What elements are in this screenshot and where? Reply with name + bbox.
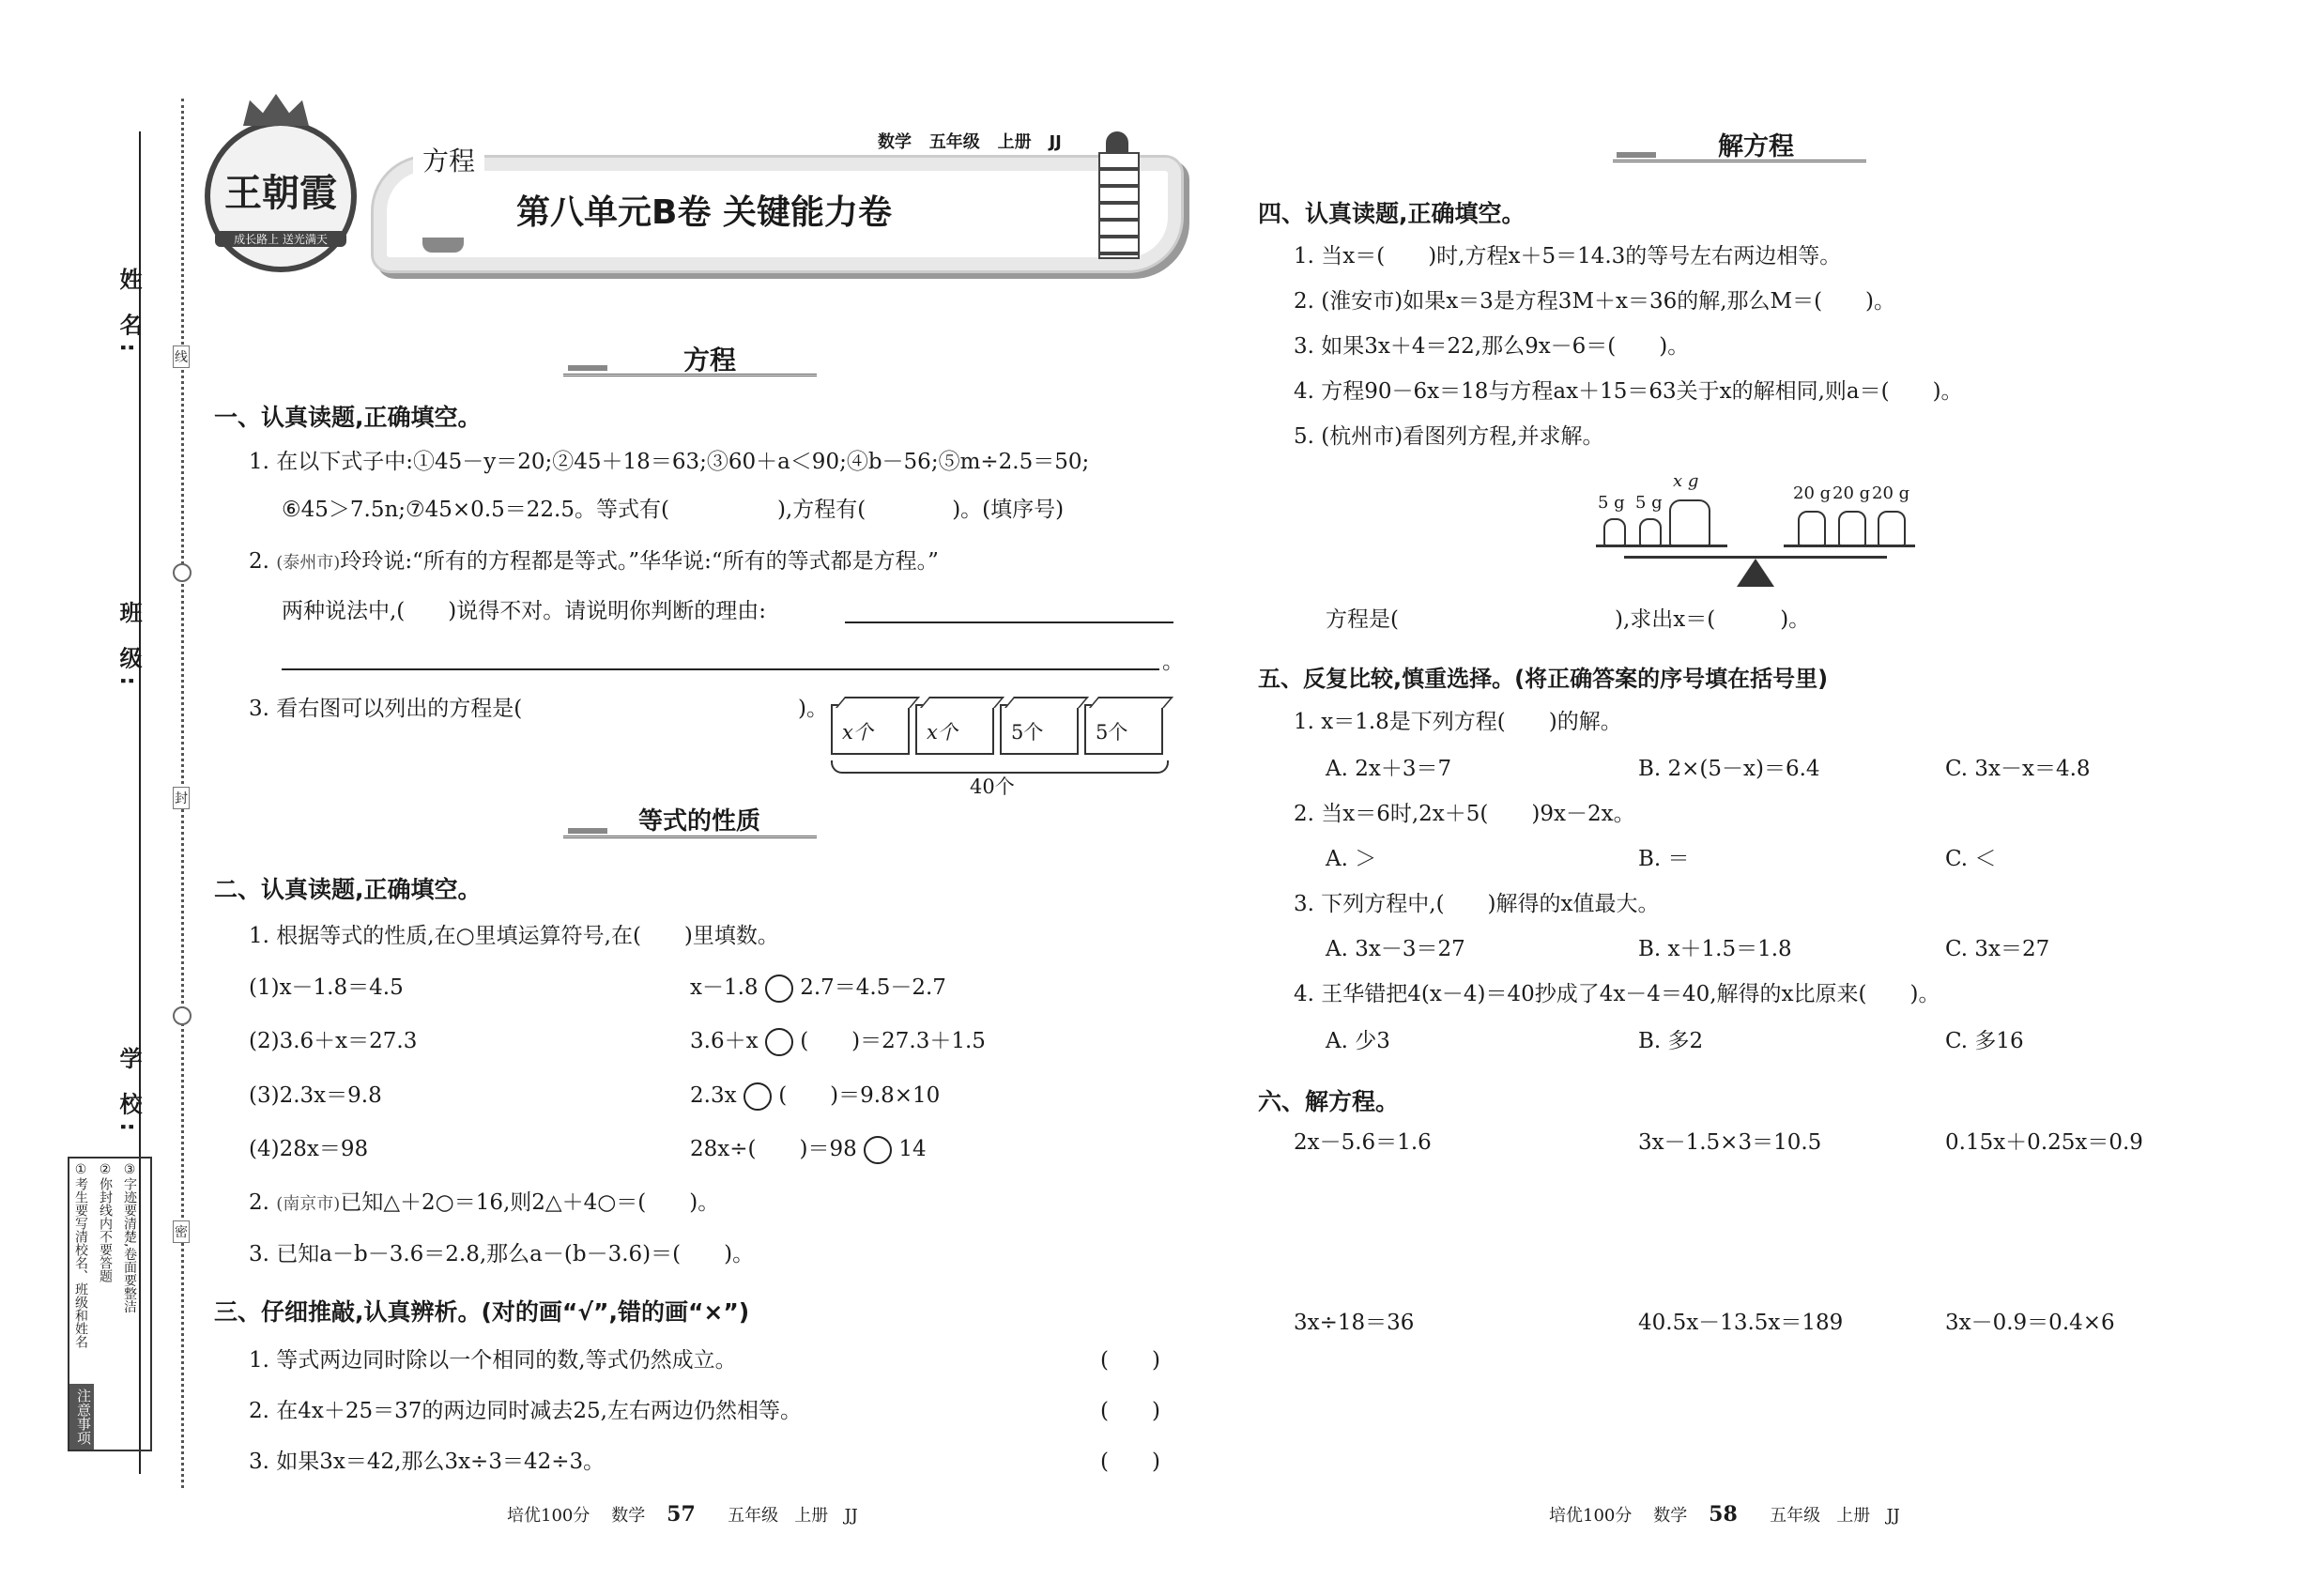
equation: 3x－0.9＝0.4×6 — [1945, 1311, 2115, 1335]
class-field[interactable] — [139, 469, 141, 591]
banner-solve: 解方程 — [1718, 132, 1794, 161]
question-3-3: 3. 如果3x＝42,那么3x÷3＝42÷3。 — [249, 1450, 606, 1474]
sailboat-icon — [1617, 120, 1656, 158]
weight-cylinder — [1639, 518, 1662, 546]
option-b[interactable]: B. 多2 — [1638, 1029, 1704, 1053]
option-a[interactable]: A. ＞ — [1326, 847, 1377, 871]
scale-fulcrum — [1737, 559, 1774, 587]
question-2-3: 3. 已知a－b－3.6＝2.8,那么a－(b－3.6)＝( )。 — [249, 1242, 755, 1266]
logo-text: 王朝霞 — [224, 171, 337, 215]
school-field[interactable] — [139, 817, 141, 1033]
weight-label: 20 g — [1872, 483, 1910, 503]
box-item — [1000, 704, 1079, 755]
box-item — [831, 704, 910, 755]
weight-label: 5 g — [1598, 493, 1625, 513]
school-label: 学 校: — [115, 1047, 142, 1139]
page-number: 58 — [1709, 1502, 1738, 1527]
option-a[interactable]: A. 2x＋3＝7 — [1326, 757, 1452, 781]
weight-cylinder — [1603, 518, 1626, 546]
question-5-2: 2. 当x＝6时,2x＋5( )9x－2x。 — [1294, 802, 1635, 826]
option-b[interactable]: B. x＋1.5＝1.8 — [1638, 937, 1792, 961]
box-label: x个 — [842, 721, 873, 744]
weight-label: 20 g — [1832, 483, 1871, 503]
equation: 40.5x－13.5x＝189 — [1638, 1311, 1844, 1335]
boxes-diagram — [831, 697, 1169, 800]
equation: 2x－5.6＝1.6 — [1294, 1130, 1432, 1155]
section-6-heading: 六、解方程。 — [1258, 1088, 1400, 1115]
section-1-heading: 一、认真读题,正确填空。 — [214, 404, 482, 431]
operator-circle[interactable] — [765, 974, 793, 1003]
operator-circle[interactable] — [864, 1136, 892, 1164]
question-5-4: 4. 王华错把4(x－4)＝40抄成了4x－4＝40,解得的x比原来( )。 — [1294, 982, 1940, 1006]
question-5-3: 3. 下列方程中,( )解得的x值最大。 — [1294, 892, 1660, 916]
weight-cylinder — [1669, 499, 1710, 546]
scale-beam — [1624, 556, 1887, 559]
scale-pan-left — [1596, 545, 1727, 547]
box-label: 5个 — [1096, 721, 1128, 744]
sailboat-icon — [568, 333, 607, 371]
meta-edition: JJ — [1049, 132, 1062, 152]
judge-paren[interactable]: ( ) — [1100, 1450, 1160, 1474]
question-5-1: 1. x＝1.8是下列方程( )的解。 — [1294, 710, 1622, 734]
equation: 0.15x＋0.25x＝0.9 — [1945, 1130, 2143, 1155]
section-2-heading: 二、认真读题,正确填空。 — [214, 876, 482, 903]
question-4-3: 3. 如果3x＋4＝22,那么9x－6＝( )。 — [1294, 334, 1690, 359]
meta-grade: 五年级 — [928, 132, 980, 152]
notes-box — [68, 1157, 152, 1451]
q2-row-left: (2)3.6＋x＝27.3 — [249, 1029, 418, 1053]
question-1-3-end: )。 — [798, 697, 828, 721]
section-4-heading: 四、认真读题,正确填空。 — [1258, 200, 1526, 227]
judge-paren[interactable]: ( ) — [1100, 1399, 1160, 1423]
q2-row-left: (4)28x＝98 — [249, 1137, 369, 1161]
banner-equation: 方程 — [683, 345, 737, 376]
question-2-1: 1. 根据等式的性质,在○里填运算符号,在( )里填数。 — [249, 924, 779, 948]
box-item — [1084, 704, 1163, 755]
sailboat-icon — [568, 796, 607, 834]
name-field[interactable] — [139, 131, 141, 263]
judge-paren[interactable]: ( ) — [1100, 1348, 1160, 1373]
question-4-5-answer: 方程是( ),求出x＝( )。 — [1326, 607, 1811, 632]
question-4-2: 2. (淮安市)如果x＝3是方程3M＋x＝36的解,那么M＝( )。 — [1294, 289, 1896, 314]
page-title: 第八单元B卷 关键能力卷 — [516, 193, 892, 232]
page-number: 57 — [667, 1502, 696, 1527]
boxes-total: 40个 — [970, 775, 1015, 798]
unit-tag: 方程 — [413, 141, 484, 178]
box-item — [915, 704, 994, 755]
question-4-1: 1. 当x＝( )时,方程x＋5＝14.3的等号左右两边相等。 — [1294, 244, 1842, 269]
option-a[interactable]: A. 3x－3＝27 — [1326, 937, 1465, 961]
name-label: 姓 名: — [115, 268, 142, 360]
weight-label: 20 g — [1793, 483, 1832, 503]
section-3-heading: 三、仔细推敲,认真辨析。(对的画“√”,错的画“×”) — [214, 1298, 750, 1326]
right-footer: 培优100分 数学 58 五年级 上册 JJ — [1549, 1502, 1900, 1527]
weight-label: 5 g — [1635, 493, 1663, 513]
option-c[interactable]: C. ＜ — [1945, 847, 1997, 871]
question-1-2-text: 玲玲说:“所有的方程都是等式。”华华说:“所有的等式都是方程。” — [340, 549, 939, 574]
banner-properties: 等式的性质 — [638, 807, 761, 836]
q2-row-right: 3.6＋x ( )＝27.3＋1.5 — [690, 1027, 986, 1056]
boat-icon — [422, 238, 464, 253]
header-meta — [878, 129, 1062, 153]
notes-title: 注意事项 — [69, 1384, 94, 1450]
source-tag: (泰州市) — [276, 553, 341, 573]
weight-label: x g — [1673, 471, 1699, 491]
option-c[interactable]: C. 3x＝27 — [1945, 937, 2050, 961]
equation: 3x－1.5×3＝10.5 — [1638, 1130, 1822, 1155]
q2-row-right: x－1.8 2.7＝4.5－2.7 — [690, 974, 946, 1003]
answer-line[interactable] — [845, 622, 1173, 623]
question-1-1-line2: ⑥45＞7.5n;⑦45×0.5＝22.5。等式有( ),方程有( )。(填序号) — [282, 498, 1065, 522]
left-footer: 培优100分 数学 57 五年级 上册 JJ — [507, 1502, 858, 1527]
notes-item: ③字迹要清楚,卷面要整洁 — [122, 1162, 137, 1313]
question-3-1: 1. 等式两边同时除以一个相同的数,等式仍然成立。 — [249, 1348, 737, 1373]
class-label: 班 级: — [115, 601, 142, 693]
operator-circle[interactable] — [744, 1082, 772, 1111]
weight-cylinder — [1838, 511, 1866, 546]
question-1-2-line2: 两种说法中,( )说得不对。请说明你判断的理由: — [282, 599, 767, 623]
weight-cylinder — [1878, 511, 1906, 546]
weight-cylinder — [1798, 511, 1826, 546]
q2-row-left: (1)x－1.8＝4.5 — [249, 975, 404, 1000]
answer-line[interactable] — [282, 668, 1159, 670]
notes-item: ②你封线内不要答题 — [98, 1162, 113, 1282]
answer-line-end: 。 — [1162, 650, 1184, 674]
section-5-heading: 五、反复比较,慎重选择。(将正确答案的序号填在括号里) — [1258, 666, 1829, 692]
option-a[interactable]: A. 少3 — [1326, 1029, 1390, 1053]
lighthouse-icon — [1089, 131, 1145, 258]
question-1-1-line1: 1. 在以下式子中:①45－y＝20;②45＋18＝63;③60＋a＜90;④b－56;⑤m÷2.5＝50; — [249, 450, 1090, 474]
q2-row-right: 2.3x ( )＝9.8×10 — [690, 1082, 940, 1111]
operator-circle[interactable] — [765, 1028, 793, 1056]
balance-scale — [1587, 469, 1924, 587]
question-1-2: 2. (泰州市)玲玲说:“所有的方程都是等式。”华华说:“所有的等式都是方程。” — [249, 549, 939, 574]
option-b[interactable]: B. 2×(5－x)＝6.4 — [1638, 757, 1820, 781]
q2-row-right: 28x÷( )＝98 14 — [690, 1135, 927, 1164]
question-4-5: 5. (杭州市)看图列方程,并求解。 — [1294, 424, 1604, 449]
binding-mark-secret: 密 — [173, 1220, 190, 1243]
box-label: x个 — [927, 721, 958, 744]
q2-row-left: (3)2.3x＝9.8 — [249, 1083, 382, 1108]
notes-item: ①考生要写清校名、班级和姓名 — [73, 1162, 88, 1348]
option-c[interactable]: C. 多16 — [1945, 1029, 2024, 1053]
question-2-2: 2. (南京市)已知△＋2○＝16,则2△＋4○＝( )。 — [249, 1190, 720, 1215]
binding-mark-line: 线 — [173, 345, 190, 368]
meta-subject: 数学 — [878, 132, 912, 152]
option-c[interactable]: C. 3x－x＝4.8 — [1945, 757, 2091, 781]
logo-badge — [205, 120, 357, 272]
binding-mark-seal: 封 — [173, 787, 190, 809]
meta-volume: 上册 — [997, 132, 1032, 152]
binding-gear-icon — [173, 563, 192, 582]
option-b[interactable]: B. ＝ — [1638, 847, 1690, 871]
box-label: 5个 — [1011, 721, 1044, 744]
crown-icon — [243, 94, 309, 126]
equation: 3x÷18＝36 — [1294, 1311, 1415, 1335]
question-1-3: 3. 看右图可以列出的方程是( — [249, 697, 523, 721]
question-4-4: 4. 方程90－6x＝18与方程ax＋15＝63关于x的解相同,则a＝( )。 — [1294, 379, 1963, 404]
logo-subtitle: 成长路上 送光满天 — [215, 231, 346, 247]
source-tag: (南京市) — [276, 1194, 341, 1214]
binding-gear-icon — [173, 1006, 192, 1025]
scale-pan-right — [1784, 545, 1915, 547]
question-3-2: 2. 在4x＋25＝37的两边同时减去25,左右两边仍然相等。 — [249, 1399, 802, 1423]
